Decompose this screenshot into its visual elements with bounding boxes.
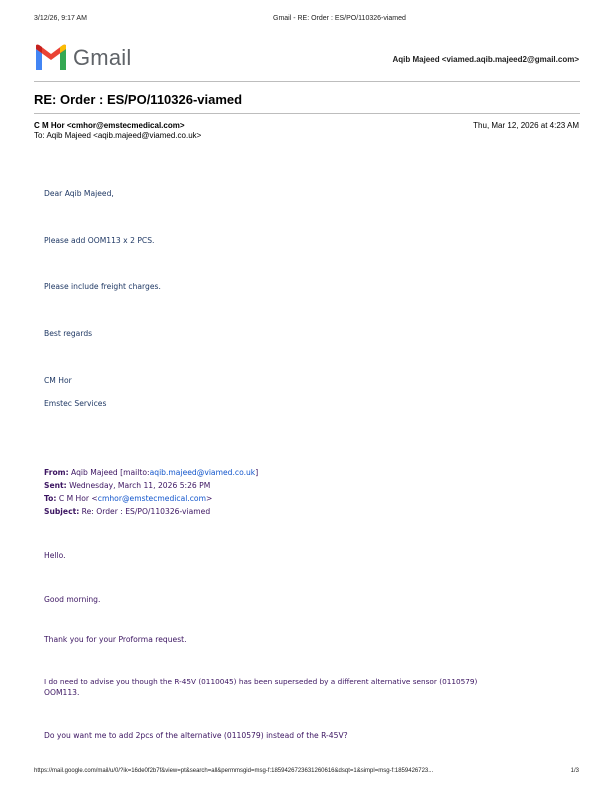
reply-closing: Best regards — [44, 329, 93, 338]
quoted-from-email-link[interactable]: aqib.majeed@viamed.co.uk — [149, 468, 256, 477]
subject-divider — [34, 113, 580, 114]
quoted-from-end: ] — [255, 468, 259, 477]
reply-line-2: Please include freight charges. — [44, 282, 161, 291]
footer-url: https://mail.google.com/mail/u/0/?ik=16de0f2b7f&view=pt&search=all&permmsgid=msg-f:1859426723631260616&dsqt=1&simpl=msg-f:1859426723... — [34, 768, 434, 774]
quoted-advise-line-2: OOM113. — [44, 688, 80, 697]
quoted-subject-label: Subject: — [44, 507, 80, 516]
quoted-from — [44, 468, 258, 477]
footer-page-number: 1/3 — [570, 768, 579, 774]
reply-greeting: Dear Aqib Majeed, — [44, 189, 114, 198]
email-date: Thu, Mar 12, 2026 at 4:23 AM — [473, 121, 579, 130]
quoted-from-name: Aqib Majeed [mailto: — [71, 468, 150, 477]
quoted-sent-value: Wednesday, March 11, 2026 5:26 PM — [69, 481, 211, 490]
header-divider — [34, 81, 580, 82]
gmail-logo-icon — [34, 44, 68, 70]
quoted-to-end: > — [205, 494, 213, 503]
quoted-hello: Hello. — [44, 551, 66, 560]
quoted-advise-line-1: I do need to advise you though the R-45V (0110045) has been superseded by a different alternative sensor (0110579) — [44, 677, 478, 686]
quoted-to-name: C M Hor < — [58, 494, 98, 503]
email-subject: RE: Order : ES/PO/110326-viamed — [34, 92, 243, 107]
account-label: Aqib Majeed <viamed.aqib.majeed2@gmail.com> — [392, 55, 579, 64]
reply-company: Emstec Services — [44, 399, 107, 408]
quoted-question: Do you want me to add 2pcs of the alternative (0110579) instead of the R-45V? — [44, 731, 348, 740]
email-from: C M Hor <cmhor@emstecmedical.com> — [34, 121, 185, 130]
quoted-subject-value: Re: Order : ES/PO/110326-viamed — [81, 507, 211, 516]
quoted-sent — [44, 481, 210, 490]
quoted-thanks: Thank you for your Proforma request. — [44, 635, 187, 644]
quoted-to-label: To: — [44, 494, 57, 503]
quoted-subject — [44, 507, 210, 516]
email-to: To: Aqib Majeed <aqib.majeed@viamed.co.uk> — [34, 131, 202, 140]
print-datetime: 3/12/26, 9:17 AM — [34, 15, 87, 22]
reply-sender-name: CM Hor — [44, 376, 72, 385]
quoted-to — [44, 494, 212, 503]
gmail-wordmark: Gmail — [73, 45, 132, 70]
quoted-to-email-link[interactable]: cmhor@emstecmedical.com — [97, 494, 206, 503]
quoted-sent-label: Sent: — [44, 481, 67, 490]
quoted-morning: Good morning. — [44, 595, 101, 604]
quoted-from-label: From: — [44, 468, 69, 477]
reply-line-1: Please add OOM113 x 2 PCS. — [44, 236, 155, 245]
print-title: Gmail - RE: Order : ES/PO/110326-viamed — [273, 15, 406, 22]
